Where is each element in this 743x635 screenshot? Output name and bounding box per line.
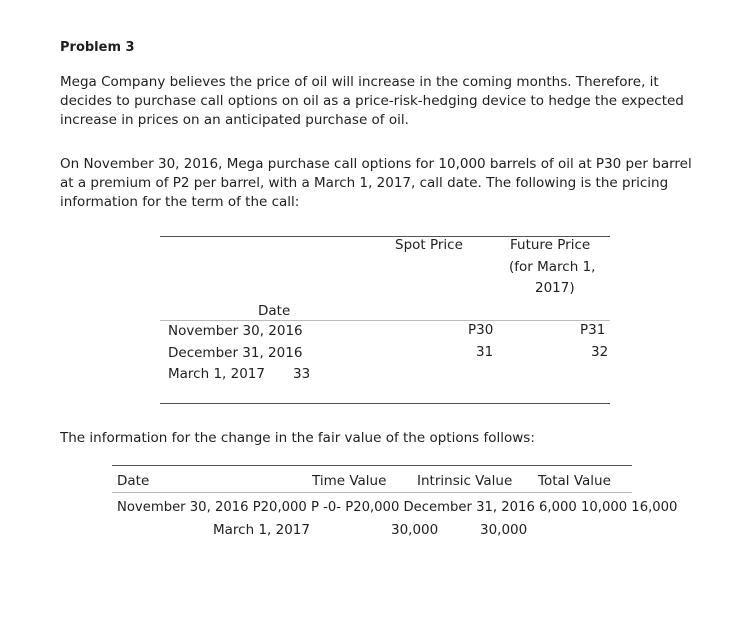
pricing-row-2-date: December 31, 2016 <box>168 345 303 361</box>
future-price-header-line2: (for March 1, <box>509 259 596 275</box>
pricing-row-2-future: 32 <box>591 344 609 360</box>
pricing-row-2-spot: 31 <box>476 344 494 360</box>
fair-value-table-top-rule <box>112 465 632 466</box>
pricing-row-1-spot: P30 <box>468 322 494 338</box>
pricing-row-1-future: P31 <box>580 322 606 338</box>
fv-header-total-value: Total Value <box>538 473 611 489</box>
date-header: Date <box>258 303 291 319</box>
pricing-row-1-date: November 30, 2016 <box>168 323 303 339</box>
problem-title: Problem 3 <box>60 40 135 55</box>
purchase-paragraph: On November 30, 2016, Mega purchase call options for 10,000 barrels of oil at P30 per barrel at a premium of P2 per barrel, with a March 1, 2017, call date. The following is the pricing information for the term of the call: <box>60 156 692 210</box>
fv-header-time-value: Time Value <box>312 473 387 489</box>
future-price-header-line1: Future Price <box>510 237 591 253</box>
fair-value-intro: The information for the change in the fair value of the options follows: <box>60 430 535 446</box>
fv-row-march-date: March 1, 2017 <box>213 522 310 538</box>
intro-paragraph: Mega Company believes the price of oil will increase in the coming months. Therefore, it decides to purchase call options on oil as a price-risk-hedging device to hedge the expected increase in prices on an anticipated purchase of oil. <box>60 74 684 128</box>
future-price-header-line3: 2017) <box>535 280 575 296</box>
fv-row-march-value-2: 30,000 <box>480 522 528 538</box>
pricing-row-3-date: March 1, 2017 <box>168 366 265 382</box>
spot-price-header: Spot Price <box>395 237 463 253</box>
fv-data-line-1: November 30, 2016 P20,000 P -0- P20,000 December 31, 2016 6,000 10,000 16,000 <box>117 500 678 515</box>
pricing-header-rule <box>160 320 610 321</box>
pricing-table-bottom-rule <box>160 403 610 404</box>
fv-header-date: Date <box>117 473 150 489</box>
fv-header-rule <box>112 492 632 493</box>
fv-header-intrinsic-value: Intrinsic Value <box>417 473 513 489</box>
pricing-row-3-value: 33 <box>293 366 311 382</box>
fv-row-march-value-1: 30,000 <box>391 522 439 538</box>
